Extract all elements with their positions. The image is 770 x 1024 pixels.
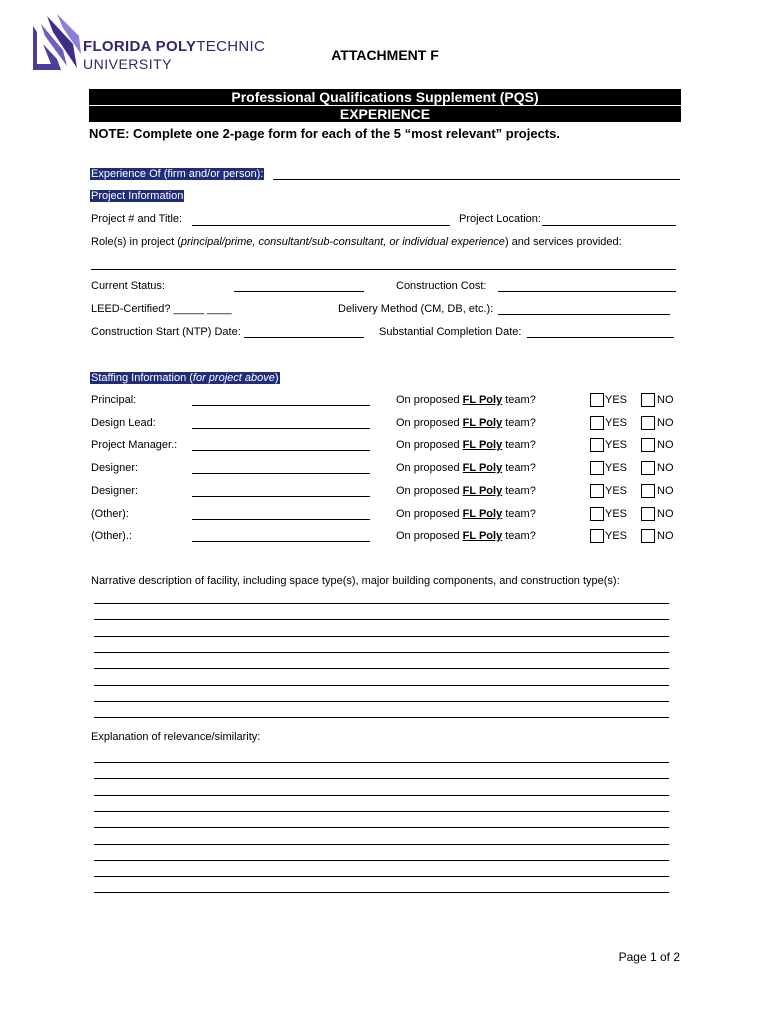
current-status-field[interactable]: [234, 291, 364, 292]
staff-role-label: (Other):: [91, 508, 129, 520]
yes-checkbox[interactable]: [590, 461, 604, 475]
writing-line[interactable]: [94, 876, 669, 877]
project-title-label: Project # and Title:: [91, 213, 183, 225]
construction-cost-label: Construction Cost:: [396, 280, 487, 292]
writing-line[interactable]: [94, 892, 669, 893]
roles-field[interactable]: [91, 269, 676, 270]
writing-line[interactable]: [94, 603, 669, 604]
no-checkbox[interactable]: [641, 416, 655, 430]
staff-name-field[interactable]: [192, 541, 370, 542]
staffing-information-heading: Staffing Information (for project above): [91, 372, 279, 384]
project-location-field[interactable]: [542, 225, 676, 226]
no-checkbox[interactable]: [641, 507, 655, 521]
yes-checkbox[interactable]: [590, 416, 604, 430]
writing-line[interactable]: [94, 636, 669, 637]
form-subtitle: EXPERIENCE: [89, 106, 681, 122]
staff-name-field[interactable]: [192, 496, 370, 497]
yes-checkbox[interactable]: [590, 484, 604, 498]
writing-line[interactable]: [94, 778, 669, 779]
logo-wordmark-line1: FLORIDA POLYTECHNIC: [83, 38, 266, 55]
form-title: Professional Qualifications Supplement (PQS): [89, 89, 681, 105]
writing-line[interactable]: [94, 762, 669, 763]
writing-line[interactable]: [94, 619, 669, 620]
staff-role-label: Designer:: [91, 462, 139, 474]
yes-label: YES: [605, 530, 628, 542]
construction-start-field[interactable]: [244, 337, 364, 338]
yes-checkbox[interactable]: [590, 507, 604, 521]
substantial-completion-label: Substantial Completion Date:: [379, 326, 522, 338]
current-status-label: Current Status:: [91, 280, 165, 292]
writing-line[interactable]: [94, 701, 669, 702]
on-proposed-team-label: On proposed FL Poly team?: [396, 439, 536, 451]
yes-label: YES: [605, 485, 628, 497]
delivery-method-label: Delivery Method (CM, DB, etc.):: [338, 303, 494, 315]
on-proposed-team-label: On proposed FL Poly team?: [396, 417, 536, 429]
yes-label: YES: [605, 417, 628, 429]
writing-line[interactable]: [94, 685, 669, 686]
yes-label: YES: [605, 394, 628, 406]
logo-wordmark-line2: UNIVERSITY: [83, 56, 173, 72]
instruction-note: NOTE: Complete one 2-page form for each of the 5 “most relevant” projects.: [89, 126, 560, 141]
no-label: NO: [657, 439, 674, 451]
no-checkbox[interactable]: [641, 438, 655, 452]
roles-label: Role(s) in project (principal/prime, consultant/sub-consultant, or individual experience) and services provided:: [91, 236, 622, 248]
no-label: NO: [657, 508, 674, 520]
yes-label: YES: [605, 462, 628, 474]
project-location-label: Project Location:: [459, 213, 541, 225]
writing-line[interactable]: [94, 652, 669, 653]
substantial-completion-field[interactable]: [527, 337, 674, 338]
on-proposed-team-label: On proposed FL Poly team?: [396, 462, 536, 474]
on-proposed-team-label: On proposed FL Poly team?: [396, 530, 536, 542]
yes-checkbox[interactable]: [590, 393, 604, 407]
on-proposed-team-label: On proposed FL Poly team?: [396, 508, 536, 520]
attachment-heading: ATTACHMENT F: [331, 47, 439, 63]
explanation-label: Explanation of relevance/similarity:: [91, 731, 261, 743]
writing-line[interactable]: [94, 668, 669, 669]
staff-role-label: Principal:: [91, 394, 137, 406]
no-checkbox[interactable]: [641, 484, 655, 498]
project-title-field[interactable]: [192, 225, 450, 226]
on-proposed-team-label: On proposed FL Poly team?: [396, 485, 536, 497]
staff-name-field[interactable]: [192, 450, 370, 451]
writing-line[interactable]: [94, 795, 669, 796]
staff-role-label: Project Manager.:: [91, 439, 178, 451]
writing-line[interactable]: [94, 827, 669, 828]
narrative-label: Narrative description of facility, including space type(s), major building components, and construction type(s):: [91, 575, 620, 587]
no-checkbox[interactable]: [641, 461, 655, 475]
no-label: NO: [657, 462, 674, 474]
yes-checkbox[interactable]: [590, 529, 604, 543]
staff-role-label: (Other).:: [91, 530, 132, 542]
no-label: NO: [657, 530, 674, 542]
construction-cost-field[interactable]: [498, 291, 676, 292]
yes-label: YES: [605, 508, 628, 520]
staff-name-field[interactable]: [192, 519, 370, 520]
staff-role-label: Design Lead:: [91, 417, 156, 429]
writing-line[interactable]: [94, 717, 669, 718]
experience-of-label: Experience Of (firm and/or person):: [91, 168, 264, 180]
writing-line[interactable]: [94, 844, 669, 845]
writing-line[interactable]: [94, 811, 669, 812]
staff-name-field[interactable]: [192, 473, 370, 474]
staff-name-field[interactable]: [192, 428, 370, 429]
no-label: NO: [657, 417, 674, 429]
on-proposed-team-label: On proposed FL Poly team?: [396, 394, 536, 406]
construction-start-label: Construction Start (NTP) Date:: [91, 326, 241, 338]
staff-name-field[interactable]: [192, 405, 370, 406]
no-label: NO: [657, 485, 674, 497]
experience-of-field[interactable]: [273, 179, 680, 180]
staff-role-label: Designer:: [91, 485, 139, 497]
writing-line[interactable]: [94, 860, 669, 861]
yes-checkbox[interactable]: [590, 438, 604, 452]
page-number: Page 1 of 2: [618, 950, 680, 964]
no-label: NO: [657, 394, 674, 406]
leed-certified-field[interactable]: LEED-Certified? _____ ____: [91, 303, 232, 315]
no-checkbox[interactable]: [641, 393, 655, 407]
project-information-heading: Project Information: [91, 190, 184, 202]
delivery-method-field[interactable]: [498, 314, 670, 315]
yes-label: YES: [605, 439, 628, 451]
no-checkbox[interactable]: [641, 529, 655, 543]
